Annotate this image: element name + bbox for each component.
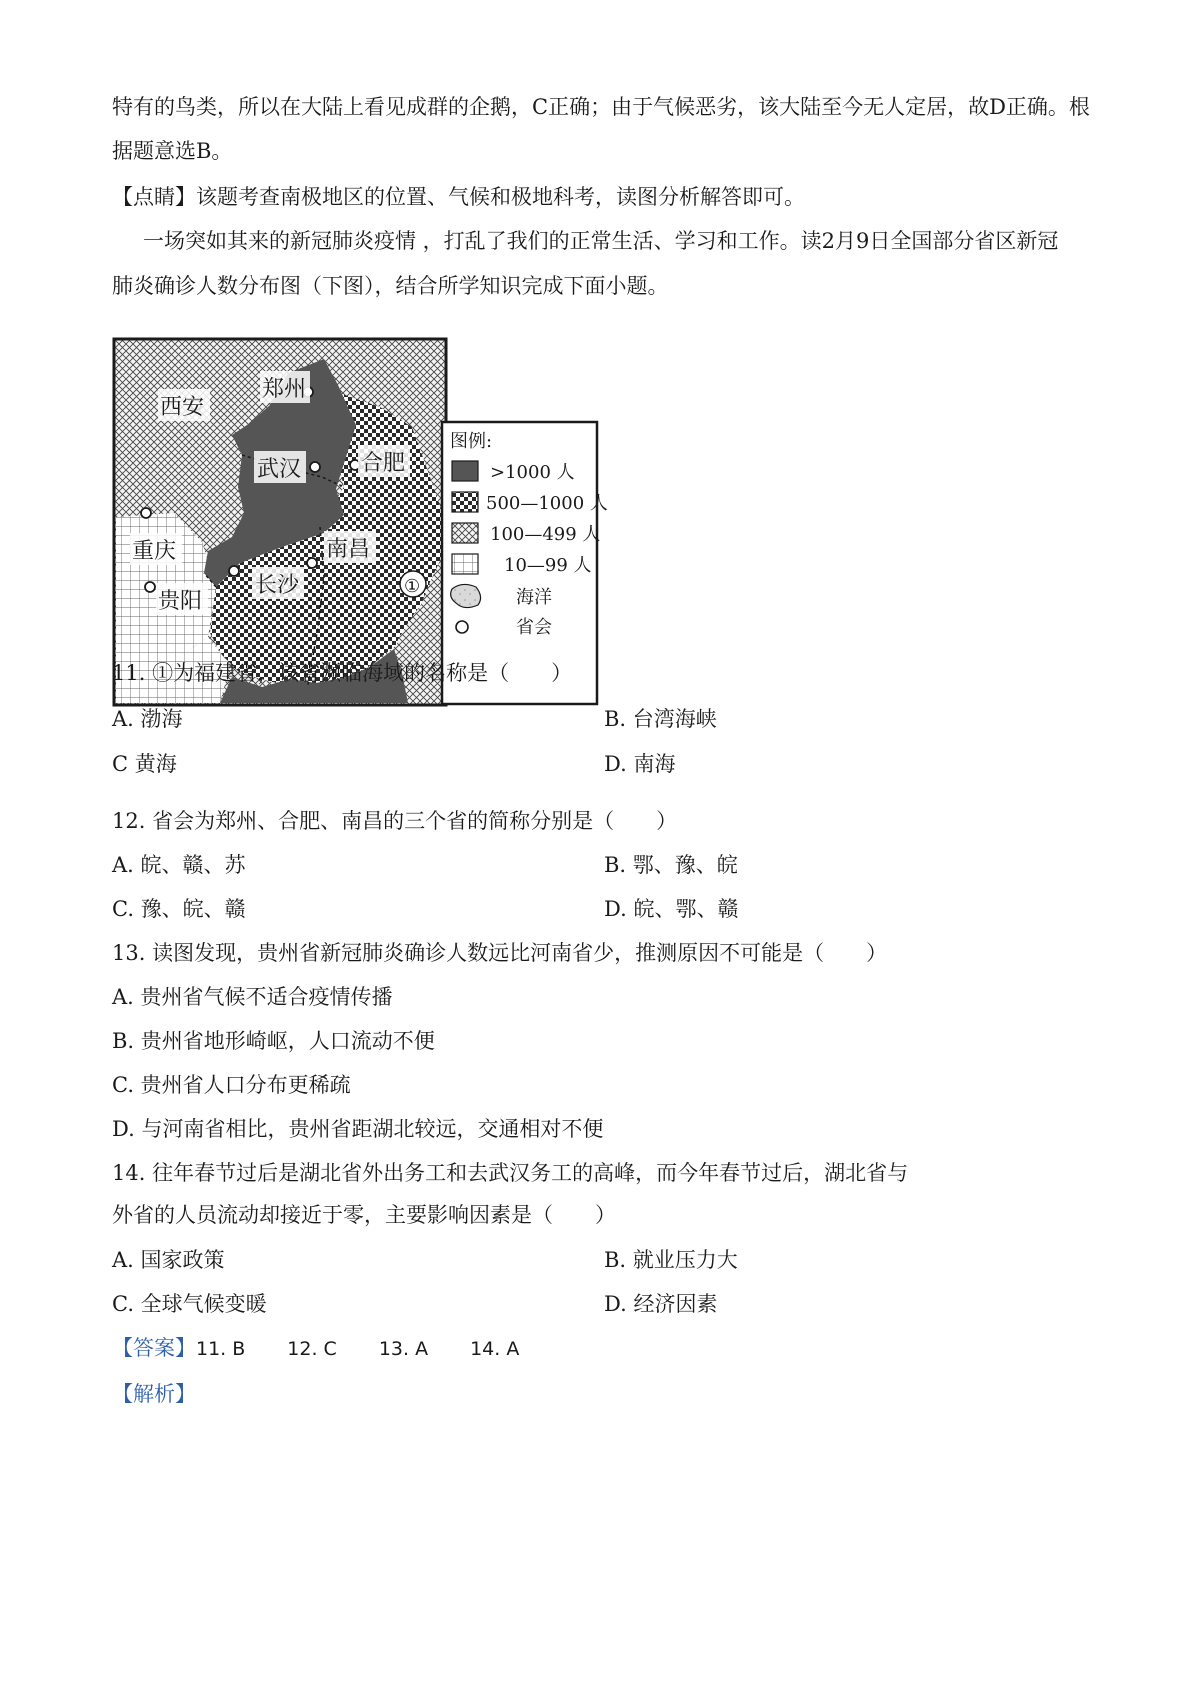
city-label-wuhan: 武汉 bbox=[257, 457, 302, 482]
analysis-tag: 【解析】 bbox=[112, 1382, 196, 1406]
answer-item-11: 11. B bbox=[196, 1338, 246, 1360]
question-12-stem: 12. 省会为郑州、合肥、南昌的三个省的简称分别是（ ） bbox=[112, 809, 678, 833]
city-marker-wuhan bbox=[310, 462, 320, 472]
city-marker-chongqing bbox=[141, 508, 151, 518]
question-11-option-c: C 黄海 bbox=[112, 752, 177, 776]
question-11-option-a: A. 渤海 bbox=[112, 707, 183, 731]
passage-line-1: 一场突如其来的新冠肺炎疫情 ，打乱了我们的正常生活、学习和工作。读2月9日全国部分省区新冠 bbox=[143, 229, 1059, 253]
legend-swatch-capital bbox=[456, 621, 468, 633]
answer-item-13: 13. A bbox=[378, 1338, 429, 1360]
city-marker-changsha bbox=[229, 566, 239, 576]
legend-label-10-99: 10—99 人 bbox=[504, 555, 592, 576]
city-marker-guiyang bbox=[145, 582, 155, 592]
legend-label-over-1000: >1000 人 bbox=[490, 462, 575, 483]
question-14-stem-line-1: 14. 往年春节过后是湖北省外出务工和去武汉务工的高峰，而今年春节过后，湖北省与 bbox=[112, 1161, 909, 1185]
passage-line-2: 肺炎确诊人数分布图（下图），结合所学知识完成下面小题。 bbox=[112, 274, 669, 298]
intro-line-1: 特有的鸟类，所以在大陆上看见成群的企鹅，C正确；由于气候恶劣，该大陆至今无人定居，故D正确。根 bbox=[112, 95, 1090, 119]
fujian-label: ① bbox=[404, 576, 421, 597]
question-14-option-b: B. 就业压力大 bbox=[604, 1248, 738, 1272]
legend-label-100-499: 100—499 人 bbox=[490, 524, 601, 545]
city-label-changsha: 长沙 bbox=[255, 573, 300, 598]
city-label-xian: 西安 bbox=[160, 395, 205, 420]
question-11-option-d: D. 南海 bbox=[604, 752, 676, 776]
question-12-option-b: B. 鄂、豫、皖 bbox=[604, 853, 738, 877]
city-label-chongqing: 重庆 bbox=[132, 539, 177, 564]
question-14-option-c: C. 全球气候变暖 bbox=[112, 1292, 267, 1316]
legend-title: 图例: bbox=[450, 431, 493, 452]
legend-swatch-100-499 bbox=[452, 523, 478, 543]
question-13-option-c: C. 贵州省人口分布更稀疏 bbox=[112, 1073, 351, 1097]
legend-label-ocean: 海洋 bbox=[516, 587, 552, 608]
dianjing-text: 该题考查南极地区的位置、气候和极地科考，读图分析解答即可。 bbox=[196, 185, 805, 209]
city-label-hefei: 合肥 bbox=[361, 451, 406, 476]
question-14-stem-line-2: 外省的人员流动却接近于零，主要影响因素是（ ） bbox=[112, 1203, 616, 1227]
legend-swatch-over-1000 bbox=[452, 461, 478, 481]
legend-label-500-1000: 500—1000 人 bbox=[486, 493, 608, 514]
answer-line bbox=[112, 1333, 561, 1364]
city-label-guiyang: 贵阳 bbox=[158, 589, 203, 614]
answer-item-12: 12. C bbox=[287, 1338, 337, 1360]
city-label-zhengzhou: 郑州 bbox=[262, 377, 307, 402]
question-11-stem: 11. ①为福建省，该省濒临海域的名称是（ ） bbox=[112, 661, 573, 685]
answer-tag: 【答案】 bbox=[112, 1336, 196, 1360]
city-label-nanchang: 南昌 bbox=[326, 537, 371, 562]
question-14-option-d: D. 经济因素 bbox=[604, 1292, 718, 1316]
dianjing-tag: 【点睛】 bbox=[112, 185, 196, 209]
question-13-option-d: D. 与河南省相比，贵州省距湖北较远，交通相对不便 bbox=[112, 1117, 604, 1141]
legend-label-capital: 省会 bbox=[516, 617, 552, 638]
covid-distribution-map bbox=[112, 337, 652, 709]
city-marker-nanchang bbox=[307, 558, 317, 568]
dianjing-paragraph bbox=[112, 182, 805, 212]
intro-line-2: 据题意选B。 bbox=[112, 139, 233, 163]
legend-swatch-10-99 bbox=[452, 554, 478, 574]
legend-swatch-500-1000 bbox=[452, 492, 478, 512]
question-12-option-c: C. 豫、皖、赣 bbox=[112, 897, 246, 921]
question-13-stem: 13. 读图发现，贵州省新冠肺炎确诊人数远比河南省少，推测原因不可能是（ ） bbox=[112, 941, 888, 965]
question-14-option-a: A. 国家政策 bbox=[112, 1248, 225, 1272]
question-12-option-d: D. 皖、鄂、赣 bbox=[604, 897, 739, 921]
question-13-option-a: A. 贵州省气候不适合疫情传播 bbox=[112, 985, 393, 1009]
answer-item-14: 14. A bbox=[470, 1338, 520, 1360]
question-12-option-a: A. 皖、赣、苏 bbox=[112, 853, 246, 877]
question-11-option-b: B. 台湾海峡 bbox=[604, 707, 717, 731]
question-13-option-b: B. 贵州省地形崎岖，人口流动不便 bbox=[112, 1029, 435, 1053]
